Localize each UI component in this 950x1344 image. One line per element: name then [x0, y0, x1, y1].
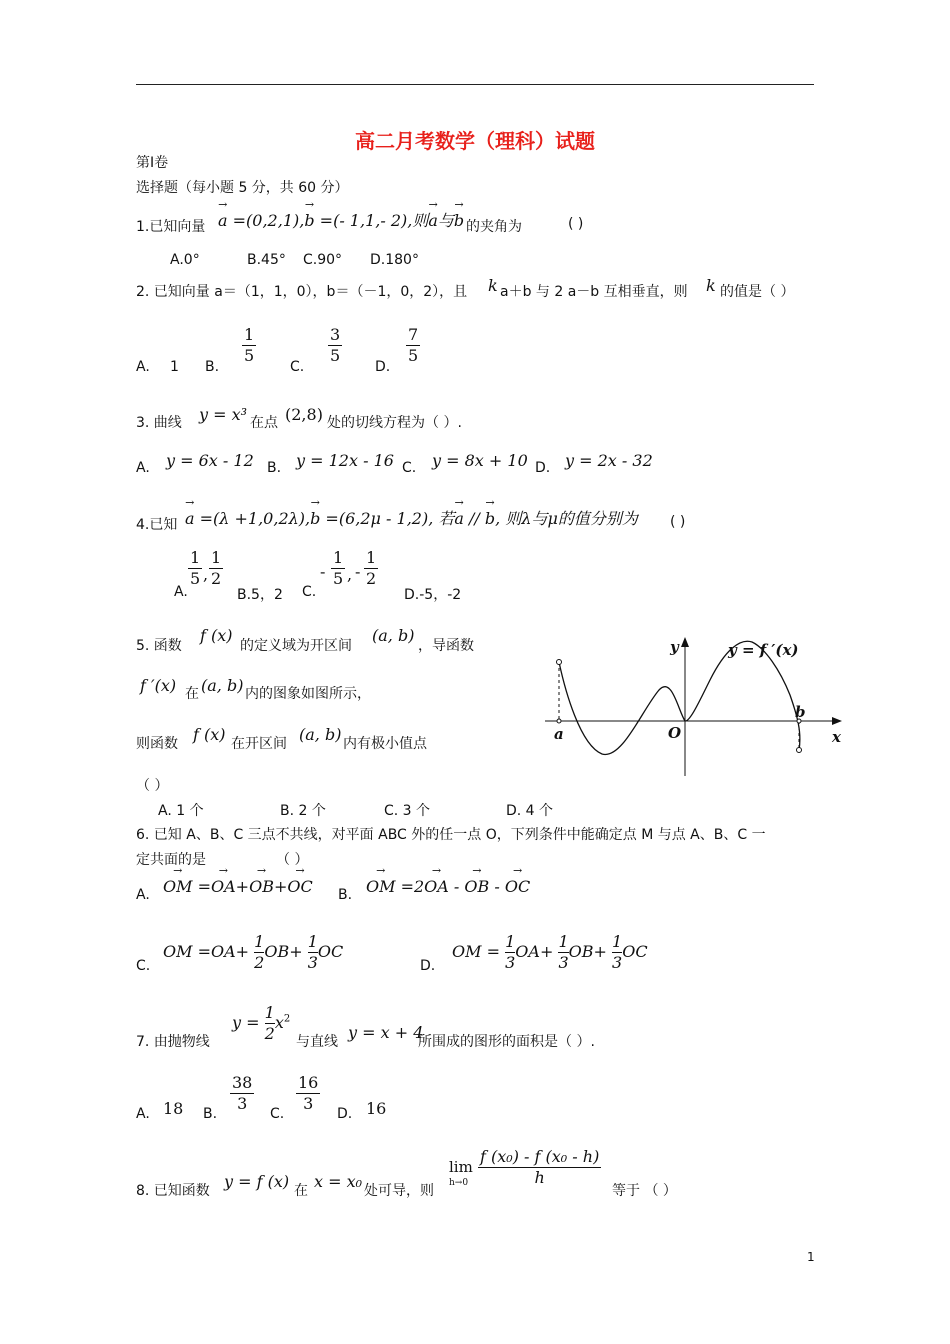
- question-6-option-b-label: B.: [338, 887, 353, 903]
- section-label: 第Ⅰ卷: [136, 155, 169, 171]
- question-8-lim-subscript: h→0: [449, 1178, 469, 1188]
- question-3-curve: y = x³: [199, 405, 248, 424]
- question-4-option-c-comma: ,: [347, 565, 353, 584]
- question-8-text-d: 等于 （ ）: [612, 1183, 677, 1199]
- question-3-point: (2,8): [285, 405, 323, 424]
- question-6-option-c-expr: OM =OA+ $\frac{1}{2}$ OB+ $\frac{1}{3}$ OC: [163, 932, 344, 972]
- question-3-option-a-expr: y = 6x - 12: [166, 451, 254, 470]
- question-3-option-c-label: C.: [402, 460, 417, 476]
- question-2-value-a: 1: [170, 359, 179, 375]
- question-4-formula: → a =(λ +1,0,2λ),→ b =(6,2μ - 1,2), 若→ a // → b, 则λ与μ的值分别为: [185, 506, 638, 529]
- function-label: y = f ′(x): [728, 641, 799, 659]
- fraction-numerator: f (x₀) - f (x₀ - h): [480, 1147, 600, 1166]
- fraction-denominator: 5: [190, 569, 201, 588]
- question-6-option-a-label: A.: [136, 887, 150, 903]
- fraction-denominator: 5: [333, 569, 344, 588]
- fraction-denominator: 2: [211, 569, 222, 588]
- question-7-value-a: 18: [163, 1099, 184, 1118]
- fraction-denominator: 5: [244, 346, 255, 365]
- question-6-option-d-expr: OM = $\frac{1}{3}$ OA+ $\frac{1}{3}$ OB+ $\frac{1}{3}$ OC: [452, 932, 648, 972]
- question-2-label-b: B.: [205, 359, 220, 375]
- question-3-text-a: 3. 曲线: [136, 415, 182, 431]
- question-5-fpx: f ′(x): [140, 676, 177, 695]
- question-7-parabola: y = $\frac{1}{2}$ $x^2$: [232, 1003, 291, 1043]
- question-5-text-d: 在: [185, 686, 199, 702]
- fraction-denominator: 5: [408, 346, 419, 365]
- question-8-lim: lim: [449, 1158, 473, 1176]
- question-4-option-c-label: C.: [302, 584, 317, 600]
- question-1-option-c: C.90°: [303, 252, 343, 268]
- question-3-option-b-expr: y = 12x - 16: [296, 451, 394, 470]
- question-2-fraction-b: [242, 325, 256, 366]
- question-4-option-a-comma: ,: [203, 565, 209, 584]
- question-8-fraction: [478, 1147, 601, 1188]
- question-2-label-a: A.: [136, 359, 150, 375]
- question-5-text-h: 内有极小值点: [343, 736, 427, 752]
- fraction-numerator: 38: [232, 1073, 253, 1092]
- question-5-option-b: B. 2 个: [280, 803, 326, 819]
- question-1-formula: → a =(0,2,1),→ b =(- 1,1,- 2),则→ a与→ b: [218, 208, 464, 231]
- question-2-fraction-c: [328, 325, 342, 366]
- fraction-numerator: 1: [211, 548, 222, 567]
- question-3-option-c-expr: y = 8x + 10: [432, 451, 528, 470]
- fraction-numerator: 7: [408, 325, 419, 344]
- a-label: a: [554, 725, 564, 743]
- question-3-option-d-expr: y = 2x - 32: [565, 451, 653, 470]
- question-5-option-a: A. 1 个: [158, 803, 204, 819]
- question-8-at: x = x₀: [314, 1172, 363, 1191]
- question-2-label-c: C.: [290, 359, 305, 375]
- x-axis-label: x: [832, 728, 841, 746]
- header-rule: [136, 84, 814, 85]
- question-8-text-c: 处可导，则: [364, 1183, 434, 1199]
- question-3-text-c: 处的切线方程为（ ）.: [327, 415, 462, 431]
- question-8-text-a: 8. 已知函数: [136, 1183, 210, 1199]
- question-5-option-c: C. 3 个: [384, 803, 431, 819]
- question-5-ab-3: (a, b): [299, 725, 342, 744]
- question-7-label-a: A.: [136, 1106, 150, 1122]
- open-endpoint-right: [797, 748, 802, 753]
- question-5-text-c: ，导函数: [418, 638, 474, 654]
- question-1-option-a: A.0°: [170, 252, 200, 268]
- question-4-option-d: D.-5，-2: [404, 587, 462, 603]
- question-6-option-b-expr: → OM =2→ OA - → OB - → OC: [366, 877, 530, 896]
- fraction-numerator: 1: [190, 548, 201, 567]
- question-5-ab-1: (a, b): [372, 626, 415, 645]
- question-1-paren: ( ): [568, 216, 584, 232]
- question-4-option-c-fraction-2: [364, 548, 378, 589]
- question-7-text-b: 与直线: [296, 1034, 338, 1050]
- question-4-number: 4.已知: [136, 517, 178, 533]
- question-1-option-b: B.45°: [247, 252, 286, 268]
- section-description: 选择题（每小题 5 分，共 60 分）: [136, 180, 349, 196]
- fraction-numerator: 1: [244, 325, 255, 344]
- question-4-paren: ( ): [670, 514, 686, 530]
- x-axis-arrow: [832, 717, 842, 725]
- question-6-option-a-expr: → OM =→ OA+→ OB+→ OC: [163, 877, 313, 896]
- question-7-text-a: 7. 由抛物线: [136, 1034, 210, 1050]
- question-2-text-b: a＋b 与 2 a－b 互相垂直，则: [500, 284, 688, 300]
- question-5-option-d: D. 4 个: [506, 803, 554, 819]
- fraction-numerator: 1: [333, 548, 344, 567]
- fraction-numerator: 3: [330, 325, 341, 344]
- question-2-fraction-d: [406, 325, 420, 366]
- derivative-graph: [540, 630, 845, 780]
- fraction-denominator: 2: [366, 569, 377, 588]
- origin-label: O: [668, 724, 682, 742]
- question-5-text-b: 的定义域为开区间: [240, 638, 352, 654]
- question-4-option-c-minus-2: -: [355, 562, 361, 581]
- question-4-option-c-fraction-1: [331, 548, 345, 589]
- fraction-denominator: 3: [303, 1094, 314, 1113]
- question-6-line-1: 6. 已知 A、B、C 三点不共线，对平面 ABC 外的任一点 O，下列条件中能确定点 M 与点 A、B、C 一: [136, 827, 766, 843]
- question-7-line: y = x + 4: [348, 1023, 424, 1042]
- question-7-label-c: C.: [270, 1106, 285, 1122]
- question-5-ab-2: (a, b): [201, 676, 244, 695]
- question-5-text-a: 5. 函数: [136, 638, 182, 654]
- question-4-option-a-fraction-1: [188, 548, 202, 589]
- question-1-tail: 的夹角为: [466, 219, 522, 235]
- fraction-denominator: 3: [237, 1094, 248, 1113]
- question-2-label-d: D.: [375, 359, 391, 375]
- fraction-denominator: h: [534, 1168, 545, 1187]
- question-4-option-a-fraction-2: [209, 548, 223, 589]
- question-3-option-a-label: A.: [136, 460, 150, 476]
- question-2-k1: k: [488, 276, 498, 295]
- question-7-label-d: D.: [337, 1106, 353, 1122]
- open-endpoint-left: [557, 660, 562, 665]
- question-8-text-b: 在: [294, 1183, 308, 1199]
- question-4-option-c-minus-1: -: [320, 562, 326, 581]
- question-1-option-d: D.180°: [370, 252, 419, 268]
- fraction-numerator: 1: [366, 548, 377, 567]
- question-6-paren: （ ）: [276, 852, 309, 868]
- question-7-label-b: B.: [203, 1106, 218, 1122]
- question-5-text-e: 内的图象如图所示，: [245, 686, 371, 702]
- b-label: b: [795, 703, 806, 721]
- question-2-k2: k: [706, 276, 716, 295]
- question-8-function: y = f (x): [224, 1172, 290, 1191]
- y-axis-arrow: [681, 637, 689, 647]
- question-7-value-d: 16: [366, 1099, 387, 1118]
- question-5-fx: f (x): [200, 626, 233, 645]
- question-7-text-c: 所围成的图形的面积是（ ）.: [418, 1034, 595, 1050]
- question-6-line-2: 定共面的是: [136, 852, 206, 868]
- question-7-fraction-c: [296, 1073, 320, 1114]
- fraction-numerator: 16: [298, 1073, 319, 1092]
- question-4-option-b: B.5，2: [237, 587, 283, 603]
- question-3-option-b-label: B.: [267, 460, 282, 476]
- question-6-option-c-label: C.: [136, 958, 151, 974]
- question-4-option-a-label: A.: [174, 584, 188, 600]
- question-3-option-d-label: D.: [535, 460, 551, 476]
- question-5-text-f: 则函数: [136, 736, 178, 752]
- question-3-text-b: 在点: [250, 415, 278, 431]
- page-number: 1: [807, 1250, 815, 1264]
- a-axis-point: [557, 719, 561, 723]
- question-5-paren: （ ）: [136, 778, 169, 794]
- question-5-text-g: 在开区间: [231, 736, 287, 752]
- y-axis-label: y: [670, 638, 679, 656]
- question-2-text-a: 2. 已知向量 a＝（1，1，0），b＝（－1，0，2），且: [136, 284, 468, 300]
- page-title: 高二月考数学（理科）试题: [355, 129, 595, 153]
- question-6-option-d-label: D.: [420, 958, 436, 974]
- question-5-fx-2: f (x): [193, 725, 226, 744]
- question-2-text-c: 的值是（ ）: [720, 284, 795, 300]
- question-7-fraction-b: [230, 1073, 254, 1114]
- fraction-denominator: 5: [330, 346, 341, 365]
- question-1-number: 1.已知向量: [136, 219, 206, 235]
